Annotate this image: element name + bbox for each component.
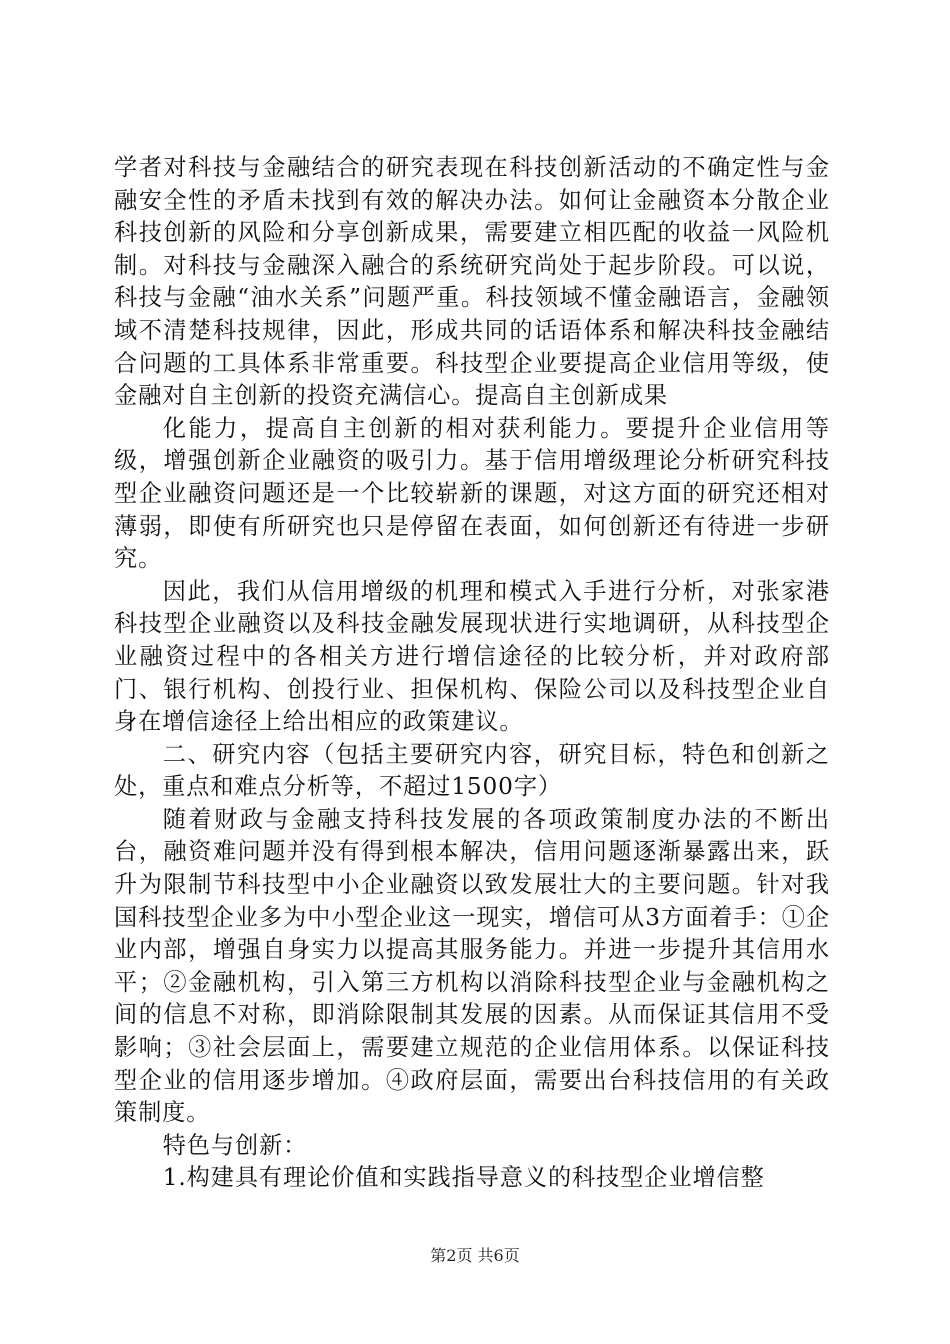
paragraph-continued: 学者对科技与金融结合的研究表现在科技创新活动的不确定性与金融安全性的矛盾未找到有效的解决办法。如何让金融资本分散企业科技创新的风险和分享创新成果，需要建立相匹配的收益一风险机制。对科技与金融深入融合的系统研究尚处于起步阶段。可以说，科技与金融“油水关系”问题严重。科技领域不懂金融语言，金融领域不清楚科技规律，因此，形成共同的话语体系和解决科技金融结合问题的工具体系非常重要。科技型企业要提高企业信用等级，使金融对自主创新的投资充满信心。提高自主创新成果	[114, 154, 830, 410]
paragraph-policy: 随着财政与金融支持科技发展的各项政策制度办法的不断出台，融资难问题并没有得到根本解决，信用问题逐渐暴露出来，跃升为限制节科技型中小企业融资以致发展壮大的主要问题。针对我国科技型企业多为中小型企业这一现实，增信可从3方面着手：①企业内部，增强自身实力以提高其服务能力。并进一步提升其信用水平；②金融机构，引入第三方机构以消除科技型企业与金融机构之间的信息不对称，即消除限制其发展的因素。从而保证其信用不受影响；③社会层面上，需要建立规范的企业信用体系。以保证科技型企业的信用逐步增加。④政府层面，需要出台科技信用的有关政策制度。	[114, 805, 830, 1127]
document-body	[114, 152, 830, 1195]
paragraph-therefore: 因此，我们从信用增级的机理和模式入手进行分析，对张家港科技型企业融资以及科技金融发展现状进行实地调研，从科技型企业融资过程中的各相关方进行增信途径的比较分析，并对政府部门、银行机构、创投行业、担保机构、保险公司以及科技型企业自身在增信途径上给出相应的政策建议。	[114, 577, 830, 736]
subheading-features: 特色与创新：	[162, 1131, 308, 1159]
section-heading-research-content: 二、研究内容（包括主要研究内容，研究目标，特色和创新之处，重点和难点分析等，不超过1500字）	[114, 740, 830, 801]
paragraph-capability: 化能力，提高自主创新的相对获利能力。要提升企业信用等级，增强创新企业融资的吸引力。基于信用增级理论分析研究科技型企业融资问题还是一个比较崭新的课题，对这方面的研究还相对薄弱，即使有所研究也只是停留在表面，如何创新还有待进一步研究。	[114, 414, 830, 573]
page-footer: 第2页 共6页	[430, 1246, 520, 1265]
list-item-1: 1.构建具有理论价值和实践指导意义的科技型企业增信整	[162, 1164, 765, 1192]
